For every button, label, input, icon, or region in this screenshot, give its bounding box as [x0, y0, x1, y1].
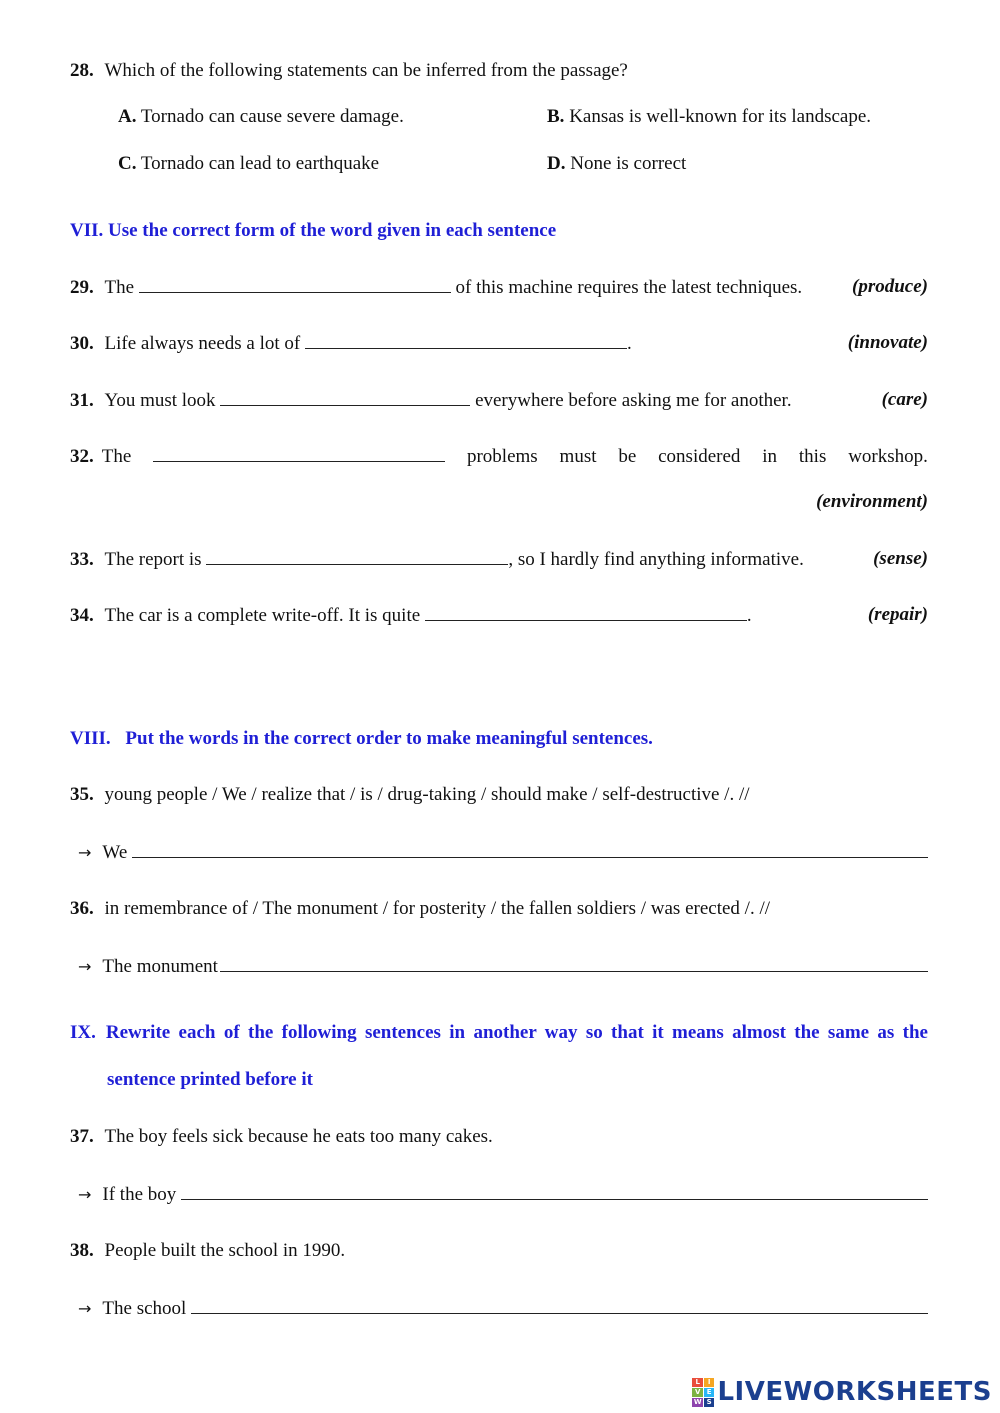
word-hint: (repair) — [867, 604, 928, 625]
question-36 — [70, 898, 770, 920]
question-text: Which of the following statements can be inferred from the passage? — [104, 60, 628, 81]
sentence-end: , so I hardly find anything informative. — [508, 549, 804, 570]
section-title: Put the words in the correct order to make meaningful sentences. — [125, 728, 653, 749]
option-letter: A. — [118, 106, 137, 127]
question-number: 36. — [70, 898, 94, 919]
question-number: 28. — [70, 60, 94, 81]
question-38 — [70, 1240, 345, 1262]
sentence-start: Life always needs a lot of — [104, 333, 301, 354]
word-hint: (innovate) — [847, 332, 928, 353]
answer-blank[interactable] — [220, 389, 470, 406]
sentence-word: workshop. — [848, 446, 928, 467]
sentence-word: in — [762, 446, 778, 467]
badge-letter: V — [692, 1388, 703, 1397]
question-32 — [70, 445, 928, 468]
answer-start: If the boy — [102, 1184, 177, 1205]
word-hint: (produce) — [852, 276, 928, 297]
answer-blank[interactable] — [425, 604, 747, 621]
word-hint: (environment) — [816, 491, 928, 512]
question-number: 37. — [70, 1126, 94, 1147]
sentence-word: problems — [466, 446, 538, 467]
arrow-icon: → — [78, 957, 92, 976]
sentence-start: The — [104, 277, 135, 298]
option-text: Tornado can cause severe damage. — [140, 106, 404, 127]
question-number: 29. — [70, 277, 94, 298]
arrow-icon: → — [78, 1185, 92, 1204]
question-prompt: People built the school in 1990. — [104, 1240, 346, 1261]
question-number: 34. — [70, 605, 94, 626]
question-28 — [70, 60, 628, 82]
question-prompt: young people / We / realize that / is / drug-taking / should make / self-destructive /. // — [104, 784, 750, 805]
question-number: 30. — [70, 333, 94, 354]
section-title: Rewrite each of the following sentences in another way so that it means almost the same as the — [105, 1022, 928, 1043]
option-c[interactable] — [118, 153, 379, 175]
sentence-end: . — [626, 333, 632, 354]
arrow-icon: → — [78, 1299, 92, 1318]
badge-letter: I — [704, 1378, 715, 1387]
option-text: Tornado can lead to earthquake — [140, 153, 380, 174]
sentence-end: . — [746, 605, 752, 626]
sentence-start: The — [101, 446, 132, 467]
word-hint: (care) — [881, 389, 928, 410]
section-number: VIII. — [70, 728, 111, 749]
answer-blank[interactable] — [181, 1183, 928, 1200]
answer-line-37 — [78, 1183, 928, 1206]
logo-badge-icon — [692, 1378, 714, 1406]
badge-letter: E — [704, 1388, 715, 1397]
question-number: 31. — [70, 390, 94, 411]
section-8-heading — [70, 728, 653, 750]
question-33 — [70, 548, 804, 571]
answer-blank[interactable] — [206, 548, 508, 565]
answer-blank[interactable] — [191, 1297, 928, 1314]
answer-blank[interactable] — [220, 955, 928, 972]
badge-letter: W — [693, 1398, 702, 1406]
option-a[interactable] — [118, 106, 404, 128]
sentence-end: of this machine requires the latest techniques. — [455, 277, 803, 298]
question-30 — [70, 332, 632, 355]
question-35 — [70, 784, 750, 806]
sentence-word: considered — [658, 446, 741, 467]
section-number: IX. — [70, 1022, 96, 1043]
option-text: None is correct — [570, 153, 687, 174]
option-letter: D. — [547, 153, 566, 174]
option-d[interactable] — [547, 153, 686, 175]
section-9-heading — [70, 1022, 928, 1044]
answer-line-38 — [78, 1297, 928, 1320]
sentence-word: must — [559, 446, 597, 467]
answer-line-36 — [78, 955, 928, 978]
section-9-heading-cont: sentence printed before it — [107, 1069, 313, 1090]
option-letter: C. — [118, 153, 137, 174]
section-7-heading: VII. Use the correct form of the word given in each sentence — [70, 220, 557, 241]
answer-line-35 — [78, 841, 928, 864]
question-number: 33. — [70, 549, 94, 570]
answer-start: The school — [102, 1298, 187, 1319]
answer-start: The monument — [102, 956, 218, 977]
sentence-start: You must look — [104, 390, 216, 411]
option-b[interactable] — [547, 106, 871, 128]
option-letter: B. — [547, 106, 565, 127]
sentence-word: be — [618, 446, 637, 467]
answer-blank[interactable] — [139, 276, 451, 293]
question-34 — [70, 604, 752, 627]
question-prompt: The boy feels sick because he eats too many cakes. — [104, 1126, 493, 1147]
sentence-word: this — [798, 446, 827, 467]
question-number: 32. — [70, 446, 94, 467]
sentence-end: everywhere before asking me for another. — [475, 390, 792, 411]
question-37 — [70, 1126, 493, 1148]
answer-start: We — [102, 842, 128, 863]
badge-letter: L — [692, 1378, 703, 1387]
answer-blank[interactable] — [305, 332, 627, 349]
badge-letter: S — [704, 1398, 715, 1407]
question-number: 35. — [70, 784, 94, 805]
question-31 — [70, 389, 792, 412]
option-text: Kansas is well-known for its landscape. — [569, 106, 872, 127]
question-29 — [70, 276, 802, 299]
logo-text: LIVEWORKSHEETS — [717, 1377, 992, 1407]
word-hint: (sense) — [873, 548, 928, 569]
sentence-start: The car is a complete write-off. It is quite — [104, 605, 421, 626]
arrow-icon: → — [78, 843, 92, 862]
question-number: 38. — [70, 1240, 94, 1261]
question-prompt: in remembrance of / The monument / for posterity / the fallen soldiers / was erected /. // — [104, 898, 771, 919]
answer-blank[interactable] — [132, 841, 928, 858]
liveworksheets-logo[interactable] — [692, 1374, 992, 1410]
answer-blank[interactable] — [153, 445, 445, 462]
sentence-start: The report is — [104, 549, 202, 570]
